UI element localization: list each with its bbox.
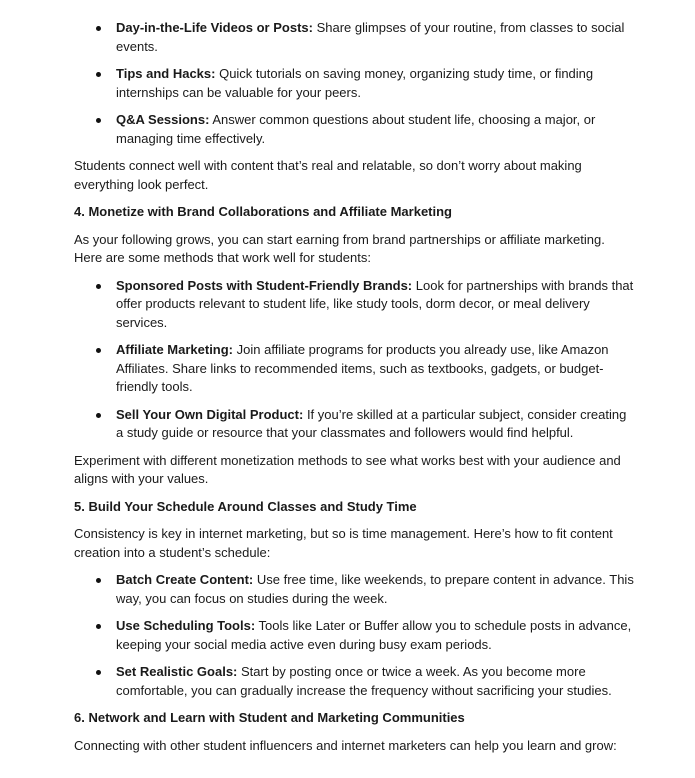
list-item — [116, 617, 634, 654]
paragraph: Experiment with different monetization methods to see what works best with your audience and aligns with your values. — [74, 452, 621, 486]
list-item-text: Share glimpses of your routine, from classes to social events. — [116, 20, 625, 54]
list-item-text: Look for partnerships with brands that offer products relevant to student life, like study tools, dorm decor, or meal delivery services. — [116, 277, 634, 330]
list-item-title: Tips and Hacks: — [116, 66, 216, 81]
list-item-title: Q&A Sessions: — [116, 112, 210, 127]
list-item-text: Start by posting once or twice a week. As you become more comfortable, you can gradually increase the frequency without sacrificing your studies. — [116, 664, 612, 698]
paragraph: Consistency is key in internet marketing, but so is time management. Here’s how to fit content creation into a student’s schedule: — [74, 526, 613, 560]
list-item — [116, 341, 634, 397]
list-item — [116, 406, 634, 443]
list-item-text: Quick tutorials on saving money, organizing study time, or finding internships can be valuable for your peers. — [116, 66, 594, 100]
list-item — [116, 65, 634, 102]
content-ideas-list — [74, 19, 634, 148]
list-item-title: Sponsored Posts with Student-Friendly Brands: — [116, 277, 413, 293]
list-item-text: If you’re skilled at a particular subject, consider creating a study guide or resource that your classmates and followers would find helpful. — [116, 406, 627, 440]
list-item — [116, 277, 634, 333]
list-item — [116, 663, 634, 700]
section-heading: 6. Network and Learn with Student and Marketing Communities — [74, 710, 465, 725]
schedule-list — [74, 571, 634, 700]
list-item-title: Affiliate Marketing: — [116, 342, 234, 357]
list-item — [116, 571, 634, 608]
list-item-title: Batch Create Content: — [116, 572, 254, 587]
list-item-title: Use Scheduling Tools: — [116, 618, 256, 633]
list-item-text: Tools like Later or Buffer allow you to schedule posts in advance, keeping your social media active even during busy exam periods. — [116, 618, 632, 652]
paragraph: As your following grows, you can start earning from brand partnerships or affiliate marketing. Here are some methods that work well for students: — [74, 231, 605, 265]
list-item-text: Use free time, like weekends, to prepare content in advance. This way, you can focus on studies during the week. — [116, 572, 634, 606]
list-item-title: Day-in-the-Life Videos or Posts: — [116, 20, 313, 35]
paragraph: Connecting with other student influencers and internet marketers can help you learn and grow: — [74, 737, 617, 753]
list-item-title: Set Realistic Goals: — [116, 664, 238, 679]
section-heading: 5. Build Your Schedule Around Classes and Study Time — [74, 498, 417, 514]
list-item — [116, 111, 634, 148]
list-item — [116, 19, 634, 56]
document-content — [74, 19, 634, 764]
list-item-text: Answer common questions about student life, choosing a major, or managing time effectively. — [116, 112, 596, 146]
list-item-title: Sell Your Own Digital Product: — [116, 406, 304, 422]
paragraph: Students connect well with content that’s real and relatable, so don’t worry about making everything look perfect. — [74, 158, 582, 192]
section-heading: 4. Monetize with Brand Collaborations and Affiliate Marketing — [74, 204, 452, 219]
list-item-text: Join affiliate programs for products you already use, like Amazon Affiliates. Share links to recommended items, such as textbooks, gadgets, or budget-friendly tools. — [116, 342, 609, 394]
monetize-list — [74, 277, 634, 443]
